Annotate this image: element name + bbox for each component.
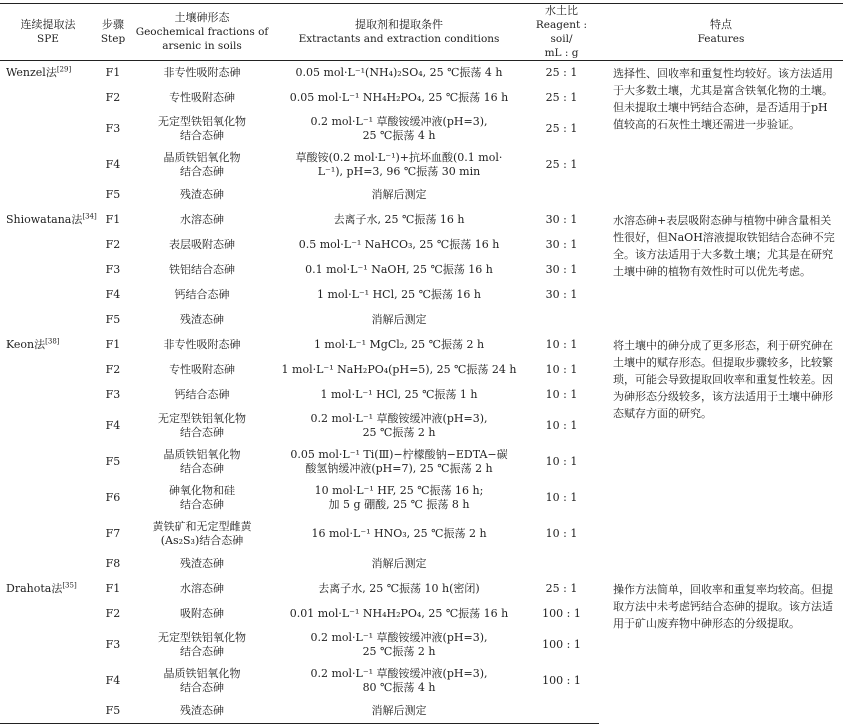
conditions-line: 16 mol·L⁻¹ HNO₃, 25 ℃振荡 2 h (311, 526, 487, 540)
conditions-cell (274, 627, 524, 663)
fraction-line: 残渣态砷 (180, 703, 224, 717)
method-cell (0, 663, 96, 699)
method-cell (0, 699, 96, 724)
step-cell: F7 (105, 526, 121, 540)
table-header (0, 4, 843, 61)
fraction-line: 黄铁矿和无定型雌黄 (152, 519, 252, 533)
fraction-cell (130, 61, 274, 86)
method-cell (0, 552, 96, 577)
header-step-en: Step (100, 33, 126, 45)
step-cell: F5 (105, 188, 121, 201)
ratio-cell: 100 : 1 (542, 673, 581, 687)
method-cell (0, 602, 96, 627)
conditions-line: 加 5 g 硼酸, 25 ℃ 振荡 8 h (328, 497, 470, 511)
step-cell: F6 (105, 490, 121, 504)
fraction-line: 残渣态砷 (180, 557, 224, 570)
method-cell (0, 444, 96, 480)
fraction-cell (130, 602, 274, 627)
conditions-cell (274, 602, 524, 627)
ratio-cell: 25 : 1 (545, 66, 578, 80)
step-cell: F5 (96, 699, 130, 724)
conditions-cell (274, 111, 524, 147)
ratio-cell: 10 : 1 (545, 363, 578, 376)
conditions-line: 10 mol·L⁻¹ HF, 25 ℃振荡 16 h; (314, 483, 484, 497)
table-row (0, 333, 843, 358)
step-cell: F1 (105, 213, 121, 226)
header-method (0, 4, 96, 61)
conditions-cell (274, 147, 524, 183)
ratio-cell (524, 308, 599, 333)
fraction-line: 吸附态砷 (180, 607, 224, 620)
fraction-line: 结合态砷 (180, 680, 224, 694)
conditions-line: 80 ℃振荡 4 h (362, 680, 436, 694)
conditions-line: 1 mol·L⁻¹ MgCl₂, 25 ℃振荡 2 h (313, 338, 485, 351)
conditions-line: 25 ℃振荡 4 h (362, 128, 436, 142)
step-cell: F3 (105, 121, 121, 135)
conditions-line: 0.05 mol·L⁻¹ Ti(Ⅲ)−柠檬酸钠−EDTA−碳 (290, 447, 508, 461)
fraction-cell (130, 111, 274, 147)
ratio-cell: 10 : 1 (545, 526, 578, 540)
method-reference: [35] (62, 581, 77, 590)
conditions-line: 0.2 mol·L⁻¹ 草酸铵缓冲液(pH=3), (310, 411, 488, 425)
fraction-line: 晶质铁铝氧化物 (163, 150, 241, 164)
conditions-cell (274, 552, 524, 577)
header-ratio (524, 4, 599, 61)
conditions-line: 草酸铵(0.2 mol·L⁻¹)+抗坏血酸(0.1 mol· (295, 150, 503, 164)
step-cell: F1 (105, 582, 121, 595)
method-cell (0, 147, 96, 183)
step-cell: F4 (105, 418, 121, 432)
method-cell (0, 358, 96, 383)
conditions-line: 消解后测定 (371, 557, 427, 570)
fraction-line: 结合态砷 (180, 164, 224, 178)
header-method-cn: 连续提取法 (20, 18, 76, 31)
method-name: Keon法 (6, 338, 46, 351)
conditions-cell (274, 444, 524, 480)
ratio-cell: 30 : 1 (545, 238, 578, 251)
method-cell (0, 183, 96, 208)
ratio-cell (524, 552, 599, 577)
features-cell: 水溶态砷+表层吸附态砷与植物中砷含量相关性很好，但NaOH溶液提取铁铝结合态砷不完全。该方法适用于大多数土壤；尤其是在研究土壤中砷的植物有效性时可以优先考虑。 (613, 213, 835, 278)
ratio-cell: 10 : 1 (545, 338, 578, 351)
fraction-cell (130, 283, 274, 308)
header-ratio-cn: 水土比 (545, 4, 578, 17)
method-cell (0, 480, 96, 516)
method-cell (0, 408, 96, 444)
method-cell (0, 111, 96, 147)
fraction-line: (As₂S₃)结合态砷 (160, 533, 244, 547)
ratio-cell (524, 699, 599, 724)
conditions-cell (274, 480, 524, 516)
header-fraction-en-1: Geochemical fractions of (135, 26, 269, 38)
step-cell: F3 (105, 637, 121, 651)
fraction-cell (130, 699, 274, 724)
method-cell (0, 283, 96, 308)
ratio-cell: 10 : 1 (545, 490, 578, 504)
fraction-line: 结合态砷 (180, 497, 224, 511)
conditions-cell (274, 358, 524, 383)
fraction-line: 专性吸附态砷 (169, 91, 235, 104)
fraction-line: 非专性吸附态砷 (163, 66, 241, 80)
header-conditions-en: Extractants and extraction conditions (298, 33, 500, 45)
fraction-cell (130, 147, 274, 183)
conditions-cell (274, 516, 524, 552)
method-name: Drahota法 (6, 582, 63, 595)
ratio-cell: 25 : 1 (545, 91, 578, 104)
method-name: Wenzel法 (6, 66, 57, 80)
header-ratio-en-1: Reagent : soil/ (535, 19, 588, 45)
header-conditions-cn: 提取剂和提取条件 (355, 18, 443, 31)
step-cell: F5 (105, 454, 121, 468)
fraction-cell (130, 480, 274, 516)
step-cell: F1 (105, 338, 121, 351)
header-step (96, 4, 130, 61)
step-cell: F5 (105, 313, 121, 326)
ratio-cell: 10 : 1 (545, 454, 578, 468)
header-fraction-cn: 土壤砷形态 (174, 11, 230, 24)
ratio-cell: 30 : 1 (545, 263, 578, 276)
fraction-line: 结合态砷 (180, 425, 224, 439)
spe-comparison-table (0, 3, 843, 724)
table-row (0, 61, 843, 86)
conditions-line: 酸氢钠缓冲液(pH=7), 25 ℃振荡 2 h (305, 461, 493, 475)
step-cell: F2 (105, 607, 121, 620)
fraction-line: 砷氧化物和硅 (169, 483, 235, 497)
conditions-cell (274, 663, 524, 699)
conditions-cell (274, 383, 524, 408)
method-cell (0, 516, 96, 552)
step-cell: F2 (105, 238, 121, 251)
fraction-line: 水溶态砷 (180, 582, 224, 595)
conditions-cell (274, 86, 524, 111)
header-features-en: Features (697, 33, 745, 45)
step-cell: F4 (105, 288, 121, 301)
features-cell: 操作方法简单，回收率和重复率均较高。但提取方法中未考虑钙结合态砷的提取。该方法适用于矿山废弃物中砷形态的分级提取。 (613, 582, 833, 630)
conditions-line: 25 ℃振荡 2 h (362, 425, 436, 439)
fraction-cell (130, 258, 274, 283)
fraction-line: 晶质铁铝氧化物 (163, 447, 241, 461)
method-reference: [34] (82, 212, 97, 221)
header-method-en: SPE (37, 33, 59, 45)
fraction-cell (130, 86, 274, 111)
step-cell: F3 (105, 263, 121, 276)
fraction-line: 水溶态砷 (180, 213, 224, 226)
method-cell (0, 86, 96, 111)
header-step-cn: 步骤 (102, 18, 124, 31)
step-cell: F1 (105, 66, 121, 80)
header-fraction (130, 4, 274, 61)
ratio-cell: 100 : 1 (542, 607, 581, 620)
conditions-line: 0.2 mol·L⁻¹ 草酸铵缓冲液(pH=3), (310, 114, 488, 128)
conditions-cell (274, 61, 524, 86)
fraction-line: 表层吸附态砷 (169, 238, 235, 251)
fraction-line: 无定型铁铝氧化物 (158, 411, 246, 425)
table-body (0, 61, 843, 724)
step-cell: F8 (105, 557, 121, 570)
ratio-cell: 30 : 1 (545, 213, 578, 226)
method-cell (0, 308, 96, 333)
conditions-line: 1 mol·L⁻¹ HCl, 25 ℃振荡 1 h (320, 388, 478, 401)
header-features (599, 4, 843, 61)
fraction-cell (130, 516, 274, 552)
ratio-cell: 25 : 1 (545, 582, 578, 595)
header-conditions (274, 4, 524, 61)
ratio-cell: 10 : 1 (545, 418, 578, 432)
conditions-line: 消解后测定 (371, 188, 427, 201)
ratio-cell: 30 : 1 (545, 288, 578, 301)
conditions-line: 1 mol·L⁻¹ HCl, 25 ℃振荡 16 h (317, 288, 481, 301)
fraction-cell (130, 233, 274, 258)
conditions-cell (274, 233, 524, 258)
ratio-cell: 25 : 1 (545, 157, 578, 171)
fraction-cell (130, 183, 274, 208)
conditions-cell (274, 699, 524, 724)
conditions-cell (274, 333, 524, 358)
fraction-line: 残渣态砷 (180, 188, 224, 201)
ratio-cell: 25 : 1 (545, 121, 578, 135)
fraction-line: 结合态砷 (180, 644, 224, 658)
fraction-line: 无定型铁铝氧化物 (158, 114, 246, 128)
method-cell (0, 577, 96, 602)
conditions-cell (274, 308, 524, 333)
fraction-cell (130, 444, 274, 480)
table-row (0, 577, 843, 602)
method-reference: [29] (56, 65, 72, 74)
fraction-line: 钙结合态砷 (174, 288, 230, 301)
fraction-line: 结合态砷 (180, 461, 224, 475)
method-cell (0, 233, 96, 258)
fraction-cell (130, 208, 274, 233)
table-row (0, 208, 843, 233)
conditions-line: 0.1 mol·L⁻¹ NaOH, 25 ℃振荡 16 h (305, 263, 493, 276)
conditions-line: 25 ℃振荡 2 h (362, 644, 436, 658)
fraction-cell (130, 408, 274, 444)
conditions-line: 消解后测定 (371, 313, 427, 326)
fraction-line: 无定型铁铝氧化物 (158, 630, 246, 644)
conditions-line: 0.5 mol·L⁻¹ NaHCO₃, 25 ℃振荡 16 h (298, 238, 500, 251)
method-cell (0, 61, 96, 86)
conditions-cell (274, 258, 524, 283)
conditions-line: 去离子水, 25 ℃振荡 16 h (333, 213, 465, 226)
ratio-cell (524, 183, 599, 208)
fraction-line: 铁铝结合态砷 (169, 263, 235, 276)
fraction-cell (130, 552, 274, 577)
fraction-cell (130, 663, 274, 699)
conditions-cell (274, 208, 524, 233)
fraction-line: 专性吸附态砷 (169, 363, 235, 376)
header-ratio-en-2: mL : g (544, 47, 579, 59)
conditions-line: 0.05 mol·L⁻¹ NH₄H₂PO₄, 25 ℃振荡 16 h (289, 91, 509, 104)
conditions-cell (274, 577, 524, 602)
conditions-cell (274, 183, 524, 208)
step-cell: F2 (105, 91, 121, 104)
method-reference: [38] (45, 337, 60, 346)
fraction-cell (130, 577, 274, 602)
conditions-line: L⁻¹), pH=3, 96 ℃振荡 30 min (317, 164, 481, 178)
features-cell: 将土壤中的砷分成了更多形态，利于研究砷在土壤中的赋存形态。但提取步骤较多，比较繁琐，可能会导致提取回收率和重复性较差。因为砷形态分级较多，该方法适用于土壤中砷形态赋存方面的研究。 (613, 338, 833, 420)
header-row (0, 4, 843, 61)
step-cell: F4 (105, 157, 121, 171)
ratio-cell: 100 : 1 (542, 637, 581, 651)
header-features-cn: 特点 (710, 18, 732, 31)
fraction-cell (130, 383, 274, 408)
step-cell: F2 (105, 363, 121, 376)
conditions-line: 0.2 mol·L⁻¹ 草酸铵缓冲液(pH=3), (310, 630, 488, 644)
method-name: Shiowatana法 (6, 213, 83, 226)
fraction-line: 晶质铁铝氧化物 (163, 666, 241, 680)
ratio-cell: 10 : 1 (545, 388, 578, 401)
fraction-line: 钙结合态砷 (174, 388, 230, 401)
fraction-cell (130, 333, 274, 358)
step-cell: F4 (105, 673, 121, 687)
conditions-line: 0.2 mol·L⁻¹ 草酸铵缓冲液(pH=3), (310, 666, 488, 680)
fraction-line: 残渣态砷 (180, 313, 224, 326)
fraction-cell (130, 308, 274, 333)
features-cell: 选择性、回收率和重复性均较好。该方法适用于大多数土壤，尤其是富含铁氧化物的土壤。但未提取土壤中钙结合态砷，是否适用于pH值较高的石灰性土壤还需进一步验证。 (613, 67, 833, 131)
fraction-cell (130, 627, 274, 663)
method-cell (0, 208, 96, 233)
method-cell (0, 627, 96, 663)
conditions-line: 0.05 mol·L⁻¹(NH₄)₂SO₄, 25 ℃振荡 4 h (295, 66, 503, 80)
conditions-line: 1 mol·L⁻¹ NaH₂PO₄(pH=5), 25 ℃振荡 24 h (281, 363, 517, 376)
conditions-cell (274, 283, 524, 308)
conditions-line: 0.01 mol·L⁻¹ NH₄H₂PO₄, 25 ℃振荡 16 h (289, 607, 509, 620)
method-cell (0, 383, 96, 408)
fraction-cell (130, 358, 274, 383)
conditions-line: 去离子水, 25 ℃振荡 10 h(密闭) (318, 582, 480, 595)
header-fraction-en-2: arsenic in soils (162, 40, 242, 52)
fraction-line: 非专性吸附态砷 (163, 338, 241, 351)
conditions-line: 消解后测定 (371, 703, 427, 717)
step-cell: F3 (105, 388, 121, 401)
conditions-cell (274, 408, 524, 444)
fraction-line: 结合态砷 (180, 128, 224, 142)
method-cell (0, 258, 96, 283)
method-cell (0, 333, 96, 358)
